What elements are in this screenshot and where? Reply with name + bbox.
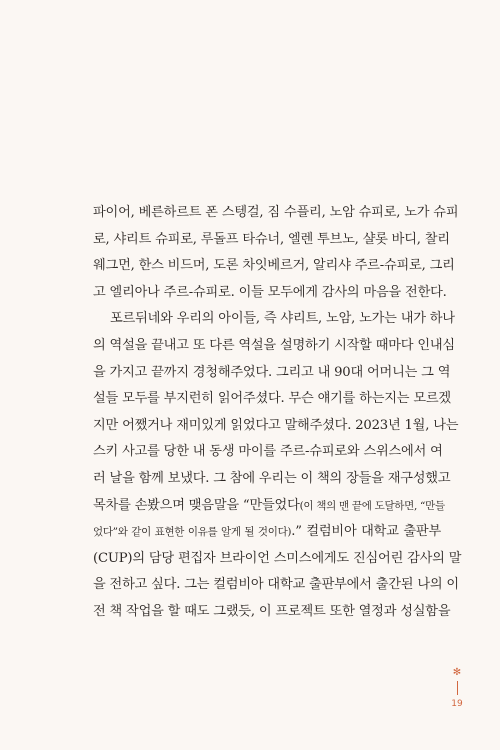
text-line: 전 책 작업을 할 때도 그랬듯, 이 프로젝트 또한 열정과 성실함을 — [93, 603, 451, 619]
text-line: (CUP)의 담당 편집자 브라이언 스미스에게도 진심어린 감사의 말 — [93, 550, 462, 566]
small-text-run: (이 책의 맨 끝에 도달하면, “만들 — [299, 499, 445, 512]
text-line-mixed — [93, 493, 445, 520]
text-line: 러 날을 함께 보냈다. 그 참에 우리는 이 책의 장들을 재구성했고 — [93, 470, 451, 486]
folio-rule — [457, 681, 458, 695]
text-line: 웨그먼, 한스 비드머, 도론 차잇베르거, 알리샤 주르-슈피로, 그리 — [93, 258, 455, 274]
text-line: 지만 어쨌거나 재미있게 읽었다고 말해주셨다. 2023년 1월, 나는 — [93, 417, 459, 433]
page-folio — [451, 668, 463, 709]
small-text-run: 었다”와 같이 표현한 이유를 알게 될 것이다) — [93, 526, 292, 539]
text-line: 을 가지고 끝까지 경청해주었다. 그리고 내 90대 어머니는 그 역 — [93, 364, 451, 380]
body-text — [93, 200, 462, 626]
text-line: 의 역설을 끝내고 또 다른 역설을 설명하기 시작할 때마다 인내심 — [93, 337, 455, 353]
text-run: .” 컬럼비아 대학교 출판부 — [291, 524, 441, 540]
text-line: 스키 사고를 당한 내 동생 마이를 주르-슈피로와 스위스에서 여 — [93, 444, 443, 460]
page-number: 19 — [451, 699, 463, 709]
text-line-paragraph-start: 포르뒤네와 우리의 아이들, 즉 샤리트, 노암, 노가는 내가 하나 — [110, 311, 455, 327]
text-line: 로, 샤리트 슈피로, 루돌프 타슈너, 엘렌 투브노, 샬롯 바디, 찰리 — [93, 231, 450, 247]
text-line: 고 엘리아나 주르-슈피로. 이들 모두에게 감사의 마음을 전한다. — [93, 284, 447, 300]
text-line: 파이어, 베른하르트 폰 스텡걸, 짐 수플리, 노암 슈피로, 노가 슈피 — [93, 205, 459, 220]
text-line: 을 전하고 싶다. 그는 컬럼비아 대학교 출판부에서 출간된 나의 이 — [93, 577, 459, 593]
text-run: 목차를 손봤으며 맺음말을 “만들었다 — [93, 497, 300, 513]
text-line-mixed — [93, 519, 441, 546]
text-line: 설들 모두를 부지런히 읽어주셨다. 무슨 얘기를 하는지는 모르겠 — [93, 391, 451, 407]
asterisk-icon: ✻ — [452, 667, 462, 678]
